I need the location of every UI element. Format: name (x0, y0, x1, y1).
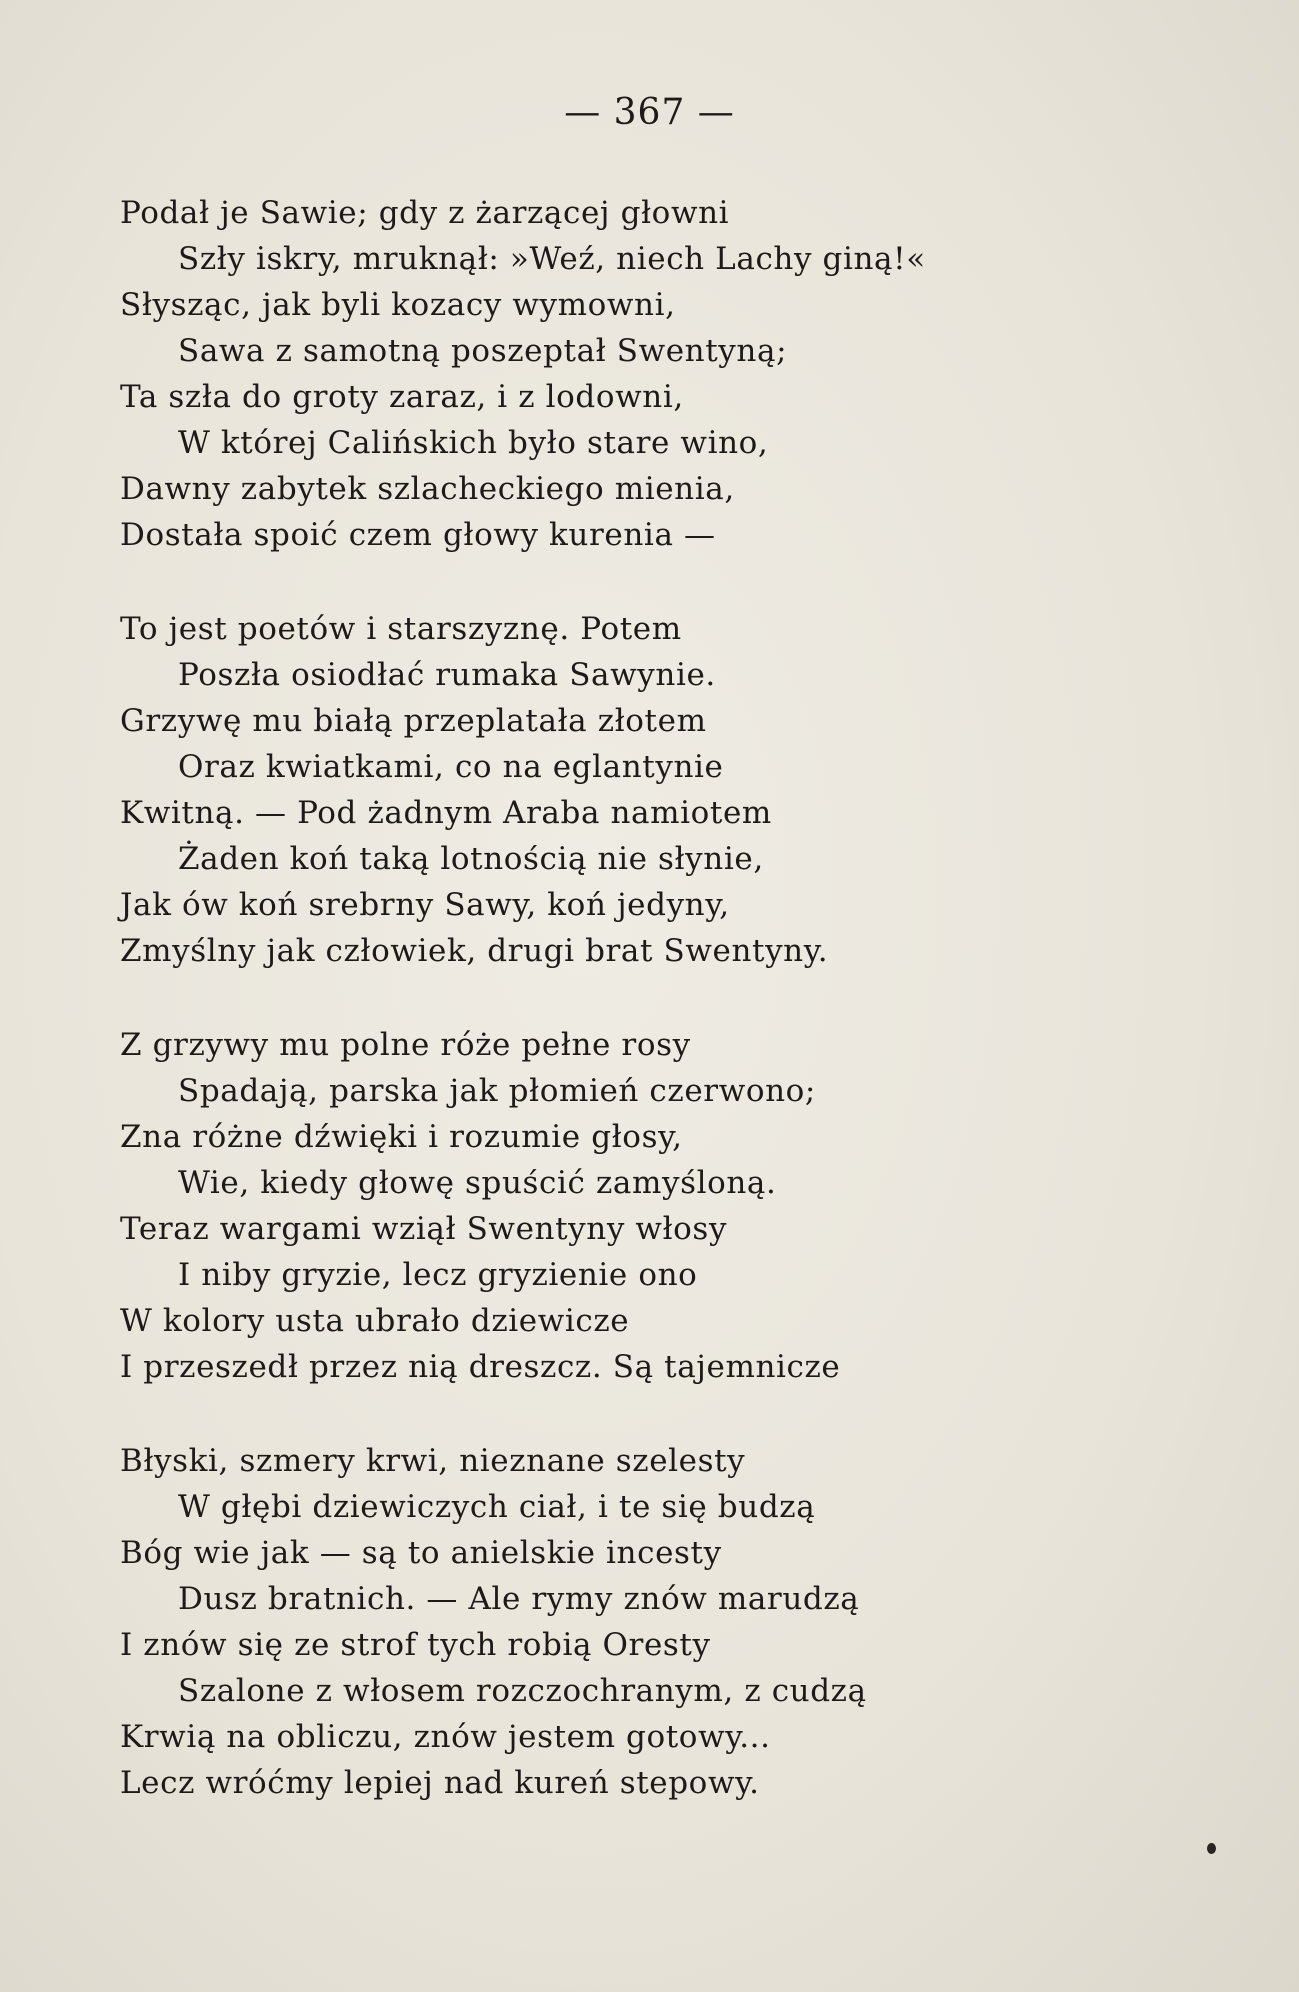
verse-line: Szalone z włosem rozczochranym, z cudzą (178, 1673, 867, 1709)
verse-line: Jak ów koń srebrny Sawy, koń jedyny, (120, 887, 730, 923)
verse-line: To jest poetów i starszyznę. Potem (120, 611, 682, 647)
stanza (120, 190, 1220, 558)
verse-line: Grzywę mu białą przeplatała złotem (120, 703, 707, 739)
verse-line: W kolory usta ubrało dziewicze (120, 1303, 630, 1339)
verse-line: Poszła osiodłać rumaka Sawynie. (178, 657, 716, 693)
verse-line: Teraz wargami wziął Swentyny włosy (120, 1211, 728, 1247)
page-number: — 367 — (564, 92, 735, 133)
verse-line: Żaden koń taką lotnością nie słynie, (178, 841, 764, 877)
verse-line: Kwitną. — Pod żadnym Araba namiotem (120, 795, 772, 831)
verse-line: Dusz bratnich. — Ale rymy znów marudzą (178, 1581, 860, 1617)
verse-line: Ta szła do groty zaraz, i z lodowni, (120, 379, 684, 415)
verse-line: Zna różne dźwięki i rozumie głosy, (120, 1119, 683, 1155)
stanza (120, 1438, 1220, 1806)
verse-line: Błyski, szmery krwi, nieznane szelesty (120, 1443, 746, 1479)
verse-line: I znów się ze strof tych robią Oresty (120, 1627, 711, 1663)
verse-line: Wie, kiedy głowę spuścić zamyśloną. (178, 1165, 777, 1201)
verse-line: Oraz kwiatkami, co na eglantynie (178, 749, 724, 785)
verse-line: Spadają, parska jak płomień czerwono; (178, 1073, 816, 1109)
ink-speck (1207, 1843, 1216, 1854)
verse-line: Szły iskry, mruknął: »Weź, niech Lachy giną!« (178, 241, 926, 277)
verse-line: Podał je Sawie; gdy z żarzącej głowni (120, 195, 730, 231)
verse-line: Słysząc, jak byli kozacy wymowni, (120, 287, 676, 323)
verse-line: Lecz wróćmy lepiej nad kureń stepowy. (120, 1765, 760, 1801)
verse-line: W głębi dziewiczych ciał, i te się budzą (178, 1489, 816, 1525)
verse-line: Sawa z samotną poszeptał Swentyną; (178, 333, 788, 369)
verse-line: I niby gryzie, lecz gryzienie ono (178, 1257, 698, 1293)
verse-line: Krwią na obliczu, znów jestem gotowy... (120, 1719, 771, 1755)
verse-line: I przeszedł przez nią dreszcz. Są tajemnicze (120, 1349, 841, 1385)
verse-line: Dostała spoić czem głowy kurenia — (120, 517, 716, 553)
verse-line: Zmyślny jak człowiek, drugi brat Swentyny. (120, 933, 829, 969)
verse-line: Bóg wie jak — są to anielskie incesty (120, 1535, 722, 1571)
stanza (120, 606, 1220, 974)
verse-line: Z grzywy mu polne róże pełne rosy (120, 1027, 691, 1063)
stanza (120, 1022, 1220, 1390)
verse-line: W której Calińskich było stare wino, (178, 425, 769, 461)
verse-line: Dawny zabytek szlacheckiego mienia, (120, 471, 735, 507)
poem-text (120, 190, 1220, 1854)
